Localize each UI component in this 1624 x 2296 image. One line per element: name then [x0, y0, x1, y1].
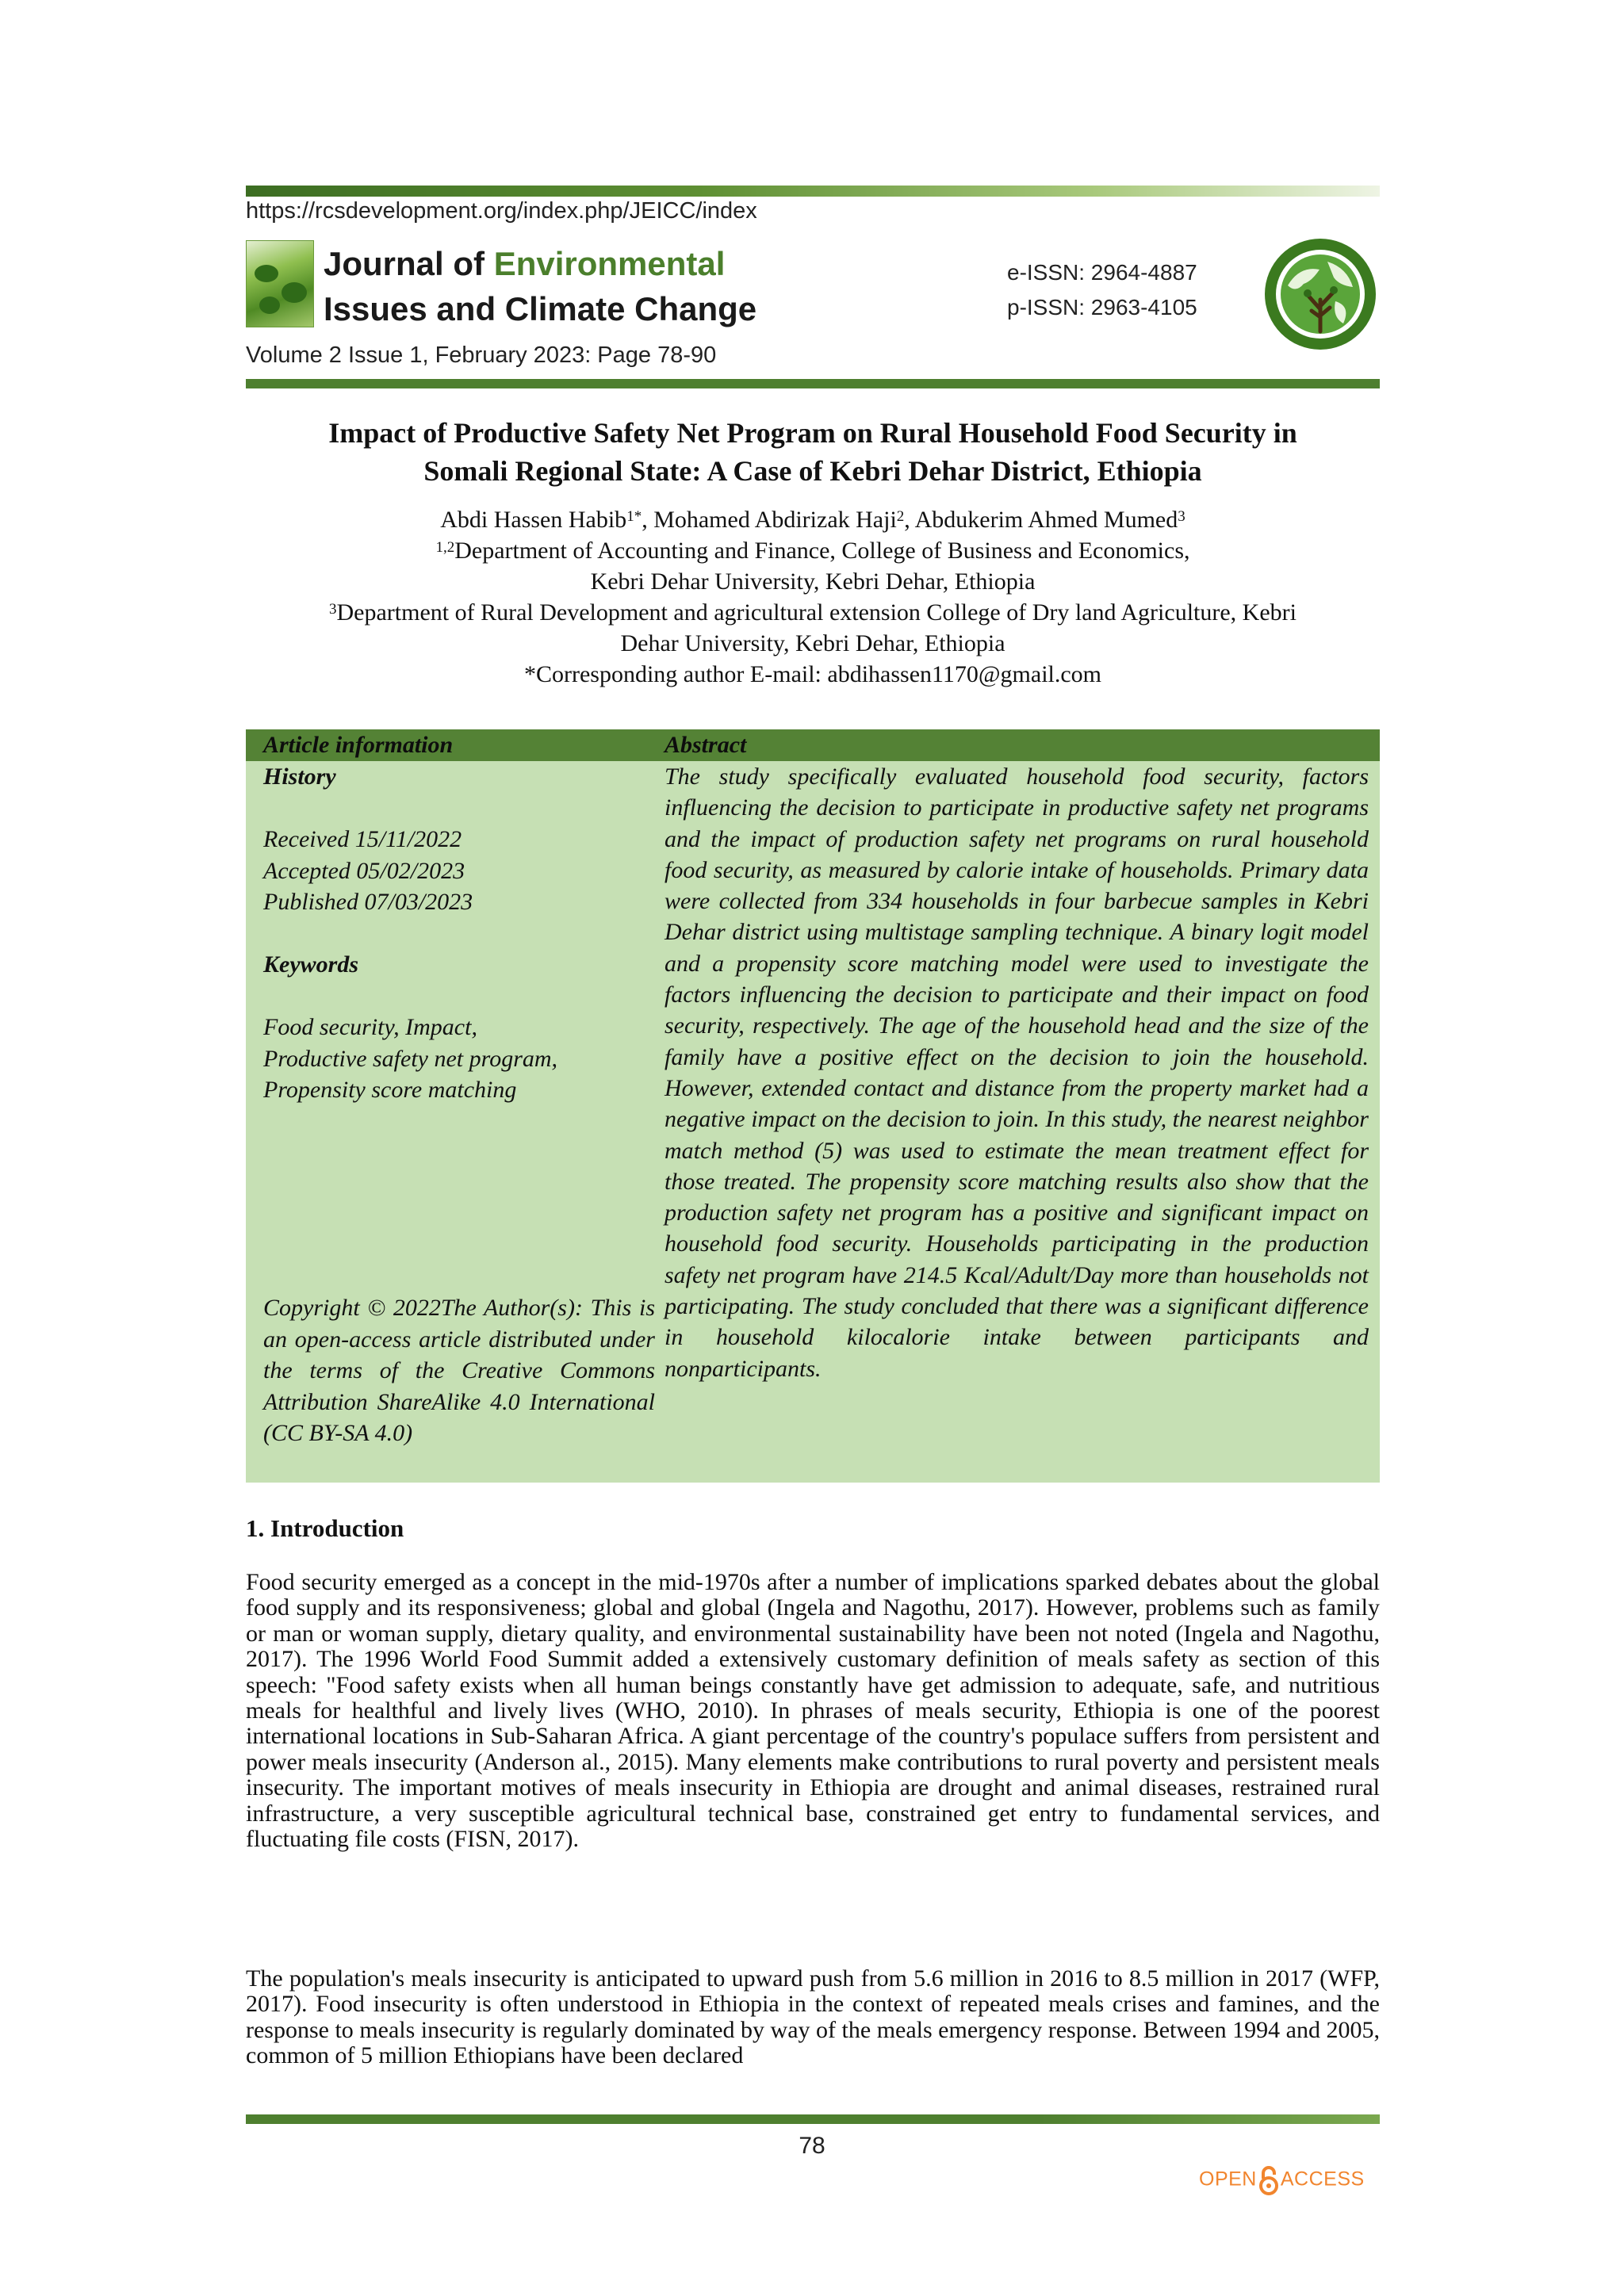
published-date: Published 07/03/2023	[263, 889, 473, 915]
author-list: Abdi Hassen Habib$^{1*}$, Mohamed Abdirizak Haji$^2$, Abdukerim Ahmed Mumed$^3$	[440, 507, 1185, 533]
accepted-date: Accepted 05/02/2023	[263, 857, 465, 884]
journal-url[interactable]: https://rcsdevelopment.org/index.php/JEICC/index	[246, 198, 757, 224]
page-number: 78	[799, 2133, 825, 2159]
body-paragraph-1: Food security emerged as a concept in the mid-1970s after a number of implications sparked debates about the global food supply and its responsiveness; global and global (Ingela and Nagothu, 2017). However, problems such as family or man or woman supply, dietary quality, and environmental sustainability have been not noted (Ingela and Nagothu, 2017). The 1996 World Food Summit added a extensively customary definition of meals safety as section of this speech: "Food safety exists when all human beings constantly have get admission to adequate, safe, and nutritious meals for healthful and lively lives (WHO, 2010). In phrases of meals security, Ethiopia is one of the poorest international locations in Sub-Saharan Africa. A giant percentage of the country's populace suffers from persistent and power meals insecurity (Anderson al., 2015). Many elements make contributions to rural poverty and persistent meals insecurity. The important motives of meals insecurity in Ethiopia are drought and animal diseases, restrained rural infrastructure, a very susceptible agricultural technical base, constrained get entry to fundamental services, and fluctuating file costs (FISN, 2017).	[246, 1569, 1380, 1853]
received-date: Received 15/11/2022	[263, 826, 462, 852]
affiliation-2: $^3$Department of Rural Development and agricultural extension College of Dry land Agriculture, Kebri	[329, 599, 1297, 626]
top-rule	[246, 186, 1380, 197]
volume-info: Volume 2 Issue 1, February 2023: Page 78-90	[246, 342, 717, 368]
article-info-column	[263, 761, 655, 1106]
keywords-line-2: Productive safety net program,	[263, 1045, 558, 1072]
issn-block	[1007, 255, 1197, 325]
affiliation-1: $^{1,2}$Department of Accounting and Finance, College of Business and Economics,	[435, 538, 1190, 564]
corresponding-author: *Corresponding author E-mail: abdihassen1170@gmail.com	[523, 661, 1102, 687]
footer-rule	[246, 2114, 1380, 2124]
history-label: History	[263, 763, 336, 790]
journal-name: Journal of Environmental Issues and Climate Change	[324, 245, 757, 327]
section-heading-introduction: 1. Introduction	[246, 1514, 404, 1542]
affiliation-1-cont: Kebri Dehar University, Kebri Dehar, Ethiopia	[590, 568, 1036, 595]
eissn: e-ISSN: 2964-4887	[1007, 260, 1197, 285]
keywords-label: Keywords	[263, 951, 358, 978]
info-box-header	[246, 729, 1380, 761]
article-info-heading: Article information	[263, 732, 454, 758]
header-rule	[246, 379, 1380, 388]
open-lock-icon	[1257, 2164, 1281, 2196]
affiliation-2-cont: Dehar University, Kebri Dehar, Ethiopia	[620, 630, 1005, 656]
journal-cover-thumbnail	[246, 240, 314, 327]
pissn: p-ISSN: 2963-4105	[1007, 295, 1197, 320]
journal-logo-icon	[1264, 238, 1377, 350]
copyright-notice: Copyright © 2022The Author(s): This is an open-access article distributed under the terms of the Creative Commons Attribution ShareAlike 4.0 International (CC BY-SA 4.0)	[263, 1295, 655, 1446]
keywords-line-1: Food security, Impact,	[263, 1014, 477, 1040]
author-block	[198, 504, 1427, 690]
body-paragraph-2: The population's meals insecurity is anticipated to upward push from 5.6 million in 2016 to 8.5 million in 2017 (WFP, 2017). Food insecurity is often understood in Ethiopia in the context of repeated meals crises and famines, and the response to meals insecurity is regularly dominated by way of the meals emergency response. Between 1994 and 2005, common of 5 million Ethiopians have been declared	[246, 1965, 1380, 2069]
abstract-text: The study specifically evaluated household food security, factors influencing the decision to participate in productive safety net programs and the impact of production safety net programs on rural household food security, as measured by calorie intake of households. Primary data were collected from 334 households in four barbecue samples in Kebri Dehar district using multistage sampling technique. A binary logit model and a propensity score matching model were used to investigate the factors influencing the decision to participate and their impact on food security, respectively. The age of the household head and the size of the family have a positive effect on the decision to join the household. However, extended contact and distance from the property market had a negative impact on the decision to join. In this study, the nearest neighbor match method (5) was used to estimate the mean treatment effect for those treated. The propensity score matching results also show that the production safety net program has a positive and significant impact on household food security. Households participating in the production safety net program have 214.5 Kcal/Adult/Day more than households not participating. The study concluded that there was a significant difference in household kilocalorie intake between participants and nonparticipants.	[665, 763, 1369, 1382]
abstract-heading: Abstract	[665, 732, 747, 758]
keywords-line-3: Propensity score matching	[263, 1077, 517, 1103]
open-access-logo: OPEN ACCESS	[1199, 2164, 1365, 2196]
article-title: Impact of Productive Safety Net Program on Rural Household Food Security in Somali Regional State: A Case of Kebri Dehar District, Ethiopia	[328, 417, 1297, 487]
